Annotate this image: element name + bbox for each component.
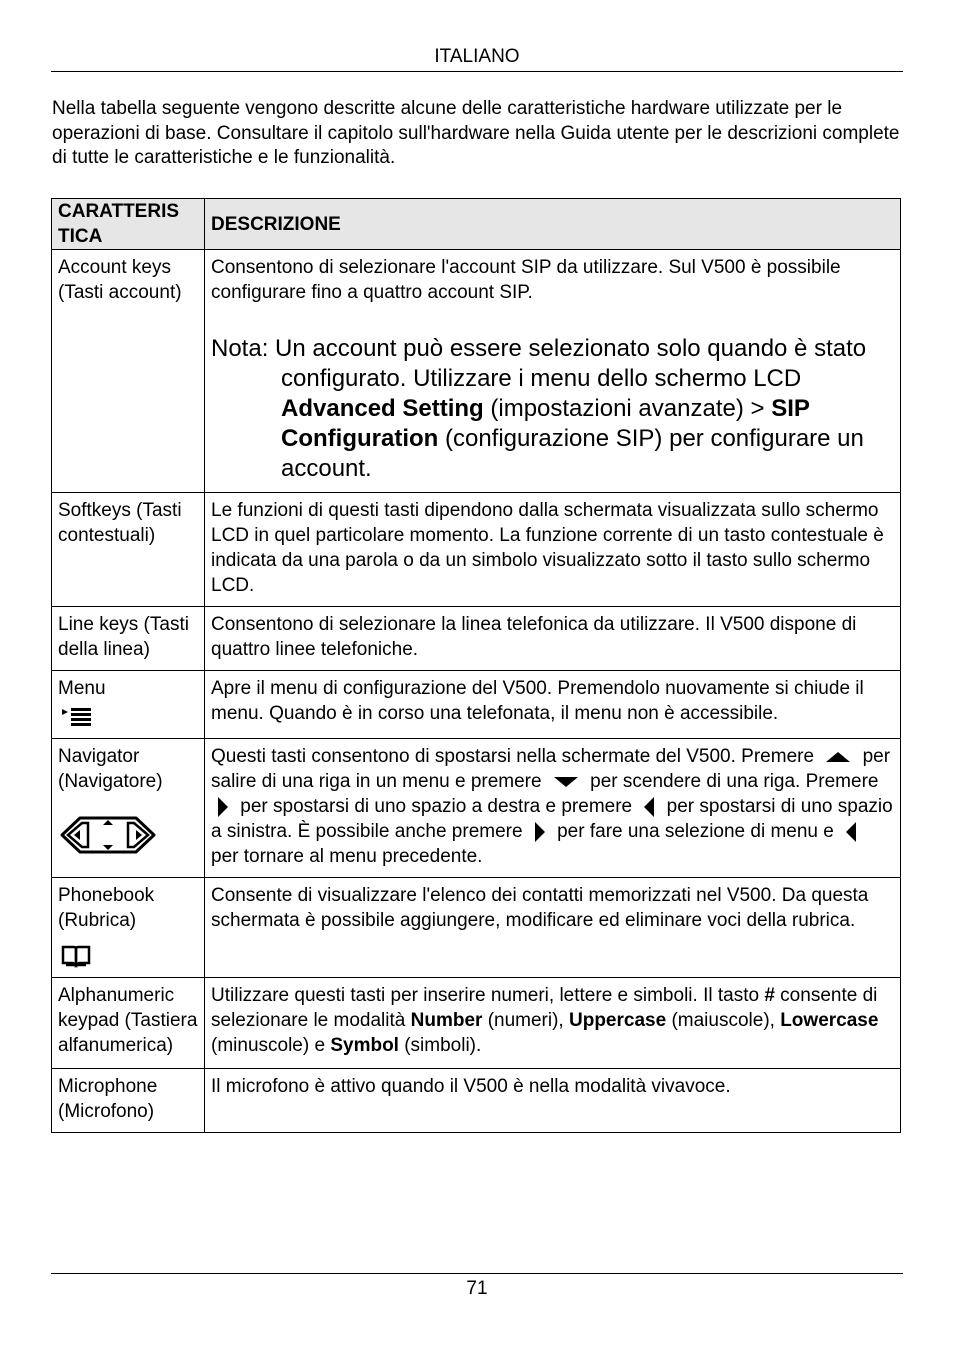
- feature-cell: Account keys (Tasti account): [52, 250, 205, 493]
- feature-cell: [52, 878, 205, 978]
- table-row: [52, 250, 901, 493]
- description-cell: Consentono di selezionare la linea telefonica da utilizzare. Il V500 dispone di quattro linee telefoniche.: [205, 607, 901, 671]
- intro-paragraph: Nella tabella seguente vengono descritte alcune delle caratteristiche hardware utilizzate per le operazioni di base. Consultare il capitolo sull'hardware nella Guida utente per le descrizioni complete di tutte le caratteristiche e le funzionalità.: [52, 98, 900, 168]
- feature-cell: [52, 739, 205, 878]
- table-row: [52, 1069, 901, 1133]
- table-row: [52, 607, 901, 671]
- feature-label: Menu: [58, 678, 106, 699]
- header-feature: CARATTERIS TICA: [52, 199, 205, 250]
- feature-cell: [52, 671, 205, 739]
- description-text: Consentono di selezionare l'account SIP da utilizzare. Sul V500 è possibile configurare fino a quattro account SIP.: [211, 257, 841, 303]
- description-cell: Apre il menu di configurazione del V500. Premendolo nuovamente si chiude il menu. Quando è in corso una telefonata, il menu non è accessibile.: [205, 671, 901, 739]
- up-arrow-icon: [825, 751, 851, 763]
- table-row: [52, 739, 901, 878]
- page-header: ITALIANO: [51, 44, 903, 72]
- left-arrow-icon: [643, 796, 655, 818]
- table-row: [52, 978, 901, 1069]
- table-row: [52, 878, 901, 978]
- book-icon: [58, 943, 94, 969]
- table-row: [52, 493, 901, 607]
- note: Nota: Un account può essere selezionato solo quando è stato configurato. Utilizzare i menu dello schermo LCD Advanced Setting (impostazioni avanzate) > SIP Configuration (configurazione SIP) per configurare un account.: [211, 335, 867, 482]
- navigator-icon: [58, 810, 158, 860]
- right-arrow-icon: [217, 796, 229, 818]
- left-arrow-icon: [845, 821, 857, 843]
- feature-cell: Alphanumeric keypad (Tastiera alfanumerica): [52, 978, 205, 1069]
- feature-cell: Line keys (Tasti della linea): [52, 607, 205, 671]
- menu-icon: [58, 704, 94, 730]
- table-header-row: [52, 199, 901, 250]
- description-cell: Utilizzare questi tasti per inserire numeri, lettere e simboli. Il tasto # consente di selezionare le modalità Number (numeri), Uppercase (maiuscole), Lowercase (minuscole) e Symbol (simboli).: [205, 978, 901, 1069]
- feature-cell: Microphone (Microfono): [52, 1069, 205, 1133]
- table-row: [52, 671, 901, 739]
- description-cell: [205, 250, 901, 493]
- header-description: DESCRIZIONE: [205, 199, 901, 250]
- description-cell: Consente di visualizzare l'elenco dei contatti memorizzati nel V500. Da questa schermata è possibile aggiungere, modificare ed eliminare voci della rubrica.: [205, 878, 901, 978]
- features-table: [51, 198, 901, 1133]
- feature-label: Phonebook (Rubrica): [58, 885, 155, 931]
- page-number: 71: [51, 1273, 903, 1302]
- feature-cell: Softkeys (Tasti contestuali): [52, 493, 205, 607]
- down-arrow-icon: [553, 776, 579, 788]
- feature-label: Navigator (Navigatore): [58, 746, 163, 792]
- description-cell: Il microfono è attivo quando il V500 è nella modalità vivavoce.: [205, 1069, 901, 1133]
- description-cell: Le funzioni di questi tasti dipendono dalla schermata visualizzata sullo schermo LCD in quel particolare momento. La funzione corrente di un tasto contestuale è indicata da una parola o da un simbolo visualizzato sotto il tasto sullo schermo LCD.: [205, 493, 901, 607]
- right-arrow-icon: [534, 821, 546, 843]
- description-cell: Questi tasti consentono di spostarsi nella schermate del V500. Premere per salire di una riga in un menu e premere per scendere di una riga. Premere per spostarsi di uno spazio a destra e premere per spostarsi di uno spazio a sinistra. È possibile anche premere per fare una selezione di menu e per tornare al menu precedente.: [205, 739, 901, 878]
